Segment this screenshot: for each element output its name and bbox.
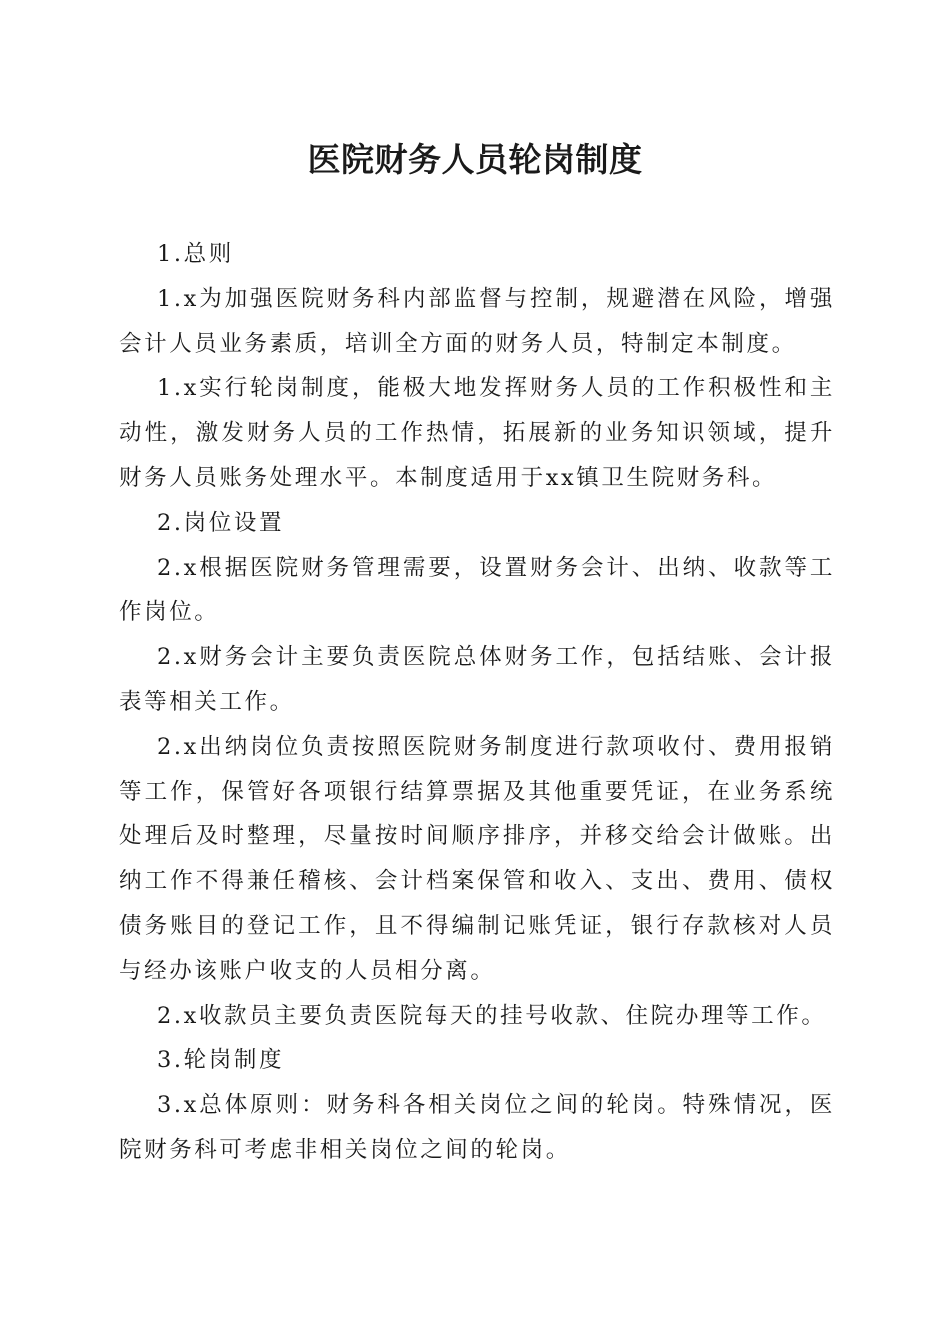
paragraph-accountant: 2.x财务会计主要负责医院总体财务工作，包括结账、会计报表等相关工作。 bbox=[119, 644, 835, 715]
document-body bbox=[119, 232, 835, 1173]
section-heading-rotation: 3.轮岗制度 bbox=[157, 1047, 285, 1074]
paragraph-position-setup: 2.x根据医院财务管理需要，设置财务会计、出纳、收款等工作岗位。 bbox=[119, 554, 835, 626]
paragraph-collector: 2.x收款员主要负责医院每天的挂号收款、住院办理等工作。 bbox=[157, 1002, 827, 1029]
document-title: 医院财务人员轮岗制度 bbox=[307, 140, 643, 179]
paragraph-cashier: 2.x出纳岗位负责按照医院财务制度进行款项收付、费用报销等工作，保管好各项银行结算票据及其他重要凭证，在业务系统处理后及时整理，尽量按时间顺序排序，并移交给会计做账。出纳工作不得兼任稽核、会计档案保管和收入、支出、费用、债权债务账目的登记工作，且不得编制记账凭证，银行存款核对人员与经办该账户收支的人员相分离。 bbox=[119, 733, 835, 984]
section-heading-general: 1.总则 bbox=[157, 241, 234, 267]
paragraph-rotation-principle: 3.x总体原则：财务科各相关岗位之间的轮岗。特殊情况，医院财务科可考虑非相关岗位之间的轮岗。 bbox=[119, 1092, 835, 1163]
paragraph-scope: 1.x实行轮岗制度，能极大地发挥财务人员的工作积极性和主动性，激发财务人员的工作热情，拓展新的业务知识领域，提升财务人员账务处理水平。本制度适用于xx镇卫生院财务科。 bbox=[119, 375, 835, 491]
paragraph-purpose: 1.x为加强医院财务科内部监督与控制，规避潜在风险，增强会计人员业务素质，培训全方面的财务人员，特制定本制度。 bbox=[119, 285, 835, 357]
section-heading-positions: 2.岗位设置 bbox=[157, 509, 285, 536]
